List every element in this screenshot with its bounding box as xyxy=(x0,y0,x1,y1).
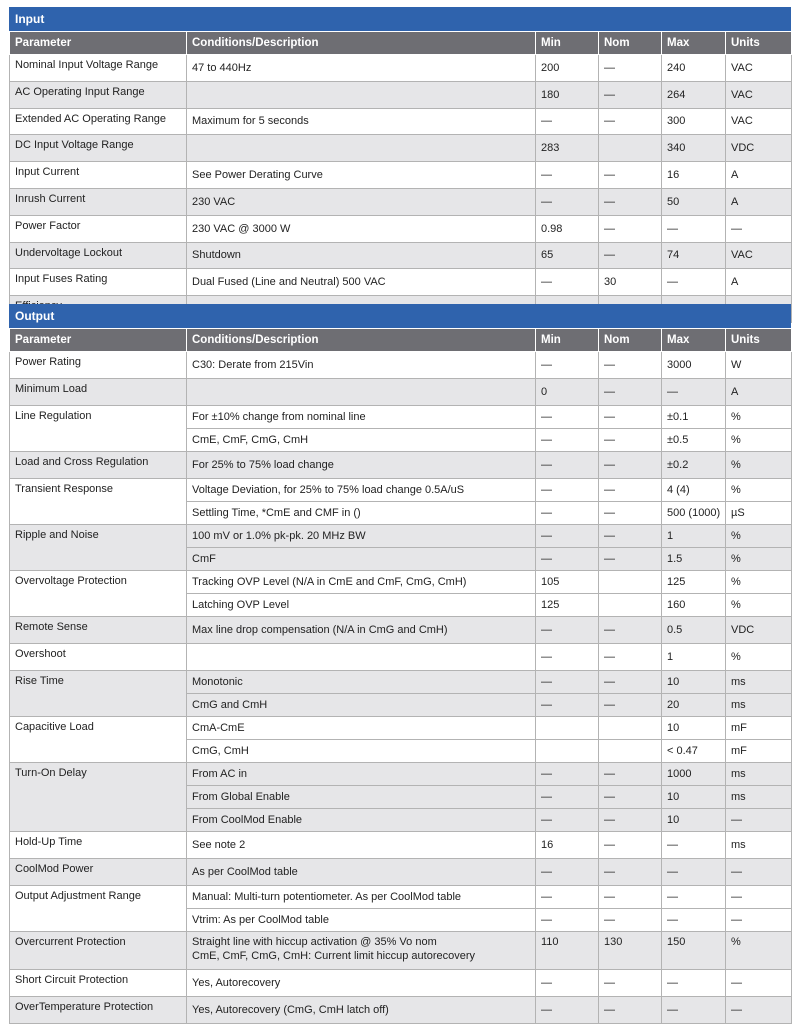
min-cell xyxy=(536,717,599,740)
min-cell: — xyxy=(536,162,599,189)
min-cell: — xyxy=(536,763,599,786)
min-cell: — xyxy=(536,909,599,932)
parameter-cell: Overvoltage Protection xyxy=(10,571,187,617)
min-cell: — xyxy=(536,859,599,886)
condition-line: Straight line with hiccup activation @ 35% Vo nom xyxy=(192,936,437,948)
condition-cell: 47 to 440Hz xyxy=(187,55,536,82)
nom-cell: 30 xyxy=(599,269,662,296)
max-cell: 4 (4) xyxy=(662,479,726,502)
max-cell: 10 xyxy=(662,717,726,740)
nom-cell xyxy=(599,740,662,763)
condition-cell xyxy=(187,81,536,108)
max-cell: 10 xyxy=(662,786,726,809)
table-row xyxy=(10,352,792,379)
min-cell: — xyxy=(536,617,599,644)
header-min: Min xyxy=(536,32,599,55)
condition-cell: Dual Fused (Line and Neutral) 500 VAC xyxy=(187,269,536,296)
table-row xyxy=(10,55,792,82)
min-cell: — xyxy=(536,352,599,379)
condition-cell: CmA-CmE xyxy=(187,717,536,740)
max-cell: 500 (1000) xyxy=(662,502,726,525)
parameter-cell: Output Adjustment Range xyxy=(10,886,187,932)
nom-cell: — xyxy=(599,671,662,694)
min-cell xyxy=(536,740,599,763)
condition-line: CmE, CmF, CmG, CmH: Current limit hiccup autorecovery xyxy=(192,950,475,962)
min-cell: — xyxy=(536,108,599,135)
nom-cell: — xyxy=(599,379,662,406)
condition-cell: Yes, Autorecovery (CmG, CmH latch off) xyxy=(187,997,536,1024)
condition-cell: 230 VAC @ 3000 W xyxy=(187,215,536,242)
max-cell: 1 xyxy=(662,644,726,671)
max-cell: 264 xyxy=(662,81,726,108)
parameter-cell: Short Circuit Protection xyxy=(10,970,187,997)
unit-cell: A xyxy=(726,162,792,189)
table-row xyxy=(10,108,792,135)
nom-cell: — xyxy=(599,352,662,379)
unit-cell: % xyxy=(726,571,792,594)
table-header-row xyxy=(10,329,792,352)
max-cell: 1000 xyxy=(662,763,726,786)
nom-cell: — xyxy=(599,55,662,82)
condition-cell: Maximum for 5 seconds xyxy=(187,108,536,135)
unit-cell: % xyxy=(726,479,792,502)
unit-cell: ms xyxy=(726,694,792,717)
input-section xyxy=(9,7,791,323)
nom-cell: — xyxy=(599,502,662,525)
unit-cell: — xyxy=(726,886,792,909)
max-cell: 1.5 xyxy=(662,548,726,571)
condition-cell: As per CoolMod table xyxy=(187,859,536,886)
max-cell: — xyxy=(662,859,726,886)
parameter-cell: Inrush Current xyxy=(10,188,187,215)
min-cell: — xyxy=(536,644,599,671)
header-nom: Nom xyxy=(599,329,662,352)
unit-cell: — xyxy=(726,809,792,832)
nom-cell: — xyxy=(599,108,662,135)
parameter-cell: Remote Sense xyxy=(10,617,187,644)
condition-cell: From AC in xyxy=(187,763,536,786)
unit-cell: % xyxy=(726,594,792,617)
nom-cell: — xyxy=(599,909,662,932)
table-row xyxy=(10,644,792,671)
max-cell: 3000 xyxy=(662,352,726,379)
unit-cell: % xyxy=(726,548,792,571)
table-row xyxy=(10,763,792,786)
table-row xyxy=(10,932,792,970)
max-cell: — xyxy=(662,379,726,406)
min-cell: — xyxy=(536,429,599,452)
min-cell: 110 xyxy=(536,932,599,970)
unit-cell: mF xyxy=(726,740,792,763)
unit-cell: ms xyxy=(726,832,792,859)
condition-cell: For 25% to 75% load change xyxy=(187,452,536,479)
unit-cell: VAC xyxy=(726,81,792,108)
nom-cell: — xyxy=(599,215,662,242)
nom-cell: — xyxy=(599,763,662,786)
max-cell: < 0.47 xyxy=(662,740,726,763)
max-cell: 125 xyxy=(662,571,726,594)
output-spec-table xyxy=(9,328,792,1024)
table-row xyxy=(10,215,792,242)
header-units: Units xyxy=(726,32,792,55)
max-cell: 150 xyxy=(662,932,726,970)
nom-cell xyxy=(599,717,662,740)
table-row xyxy=(10,886,792,909)
max-cell: ±0.5 xyxy=(662,429,726,452)
condition-cell: 230 VAC xyxy=(187,188,536,215)
unit-cell: % xyxy=(726,932,792,970)
min-cell: 283 xyxy=(536,135,599,162)
parameter-cell: Overcurrent Protection xyxy=(10,932,187,970)
nom-cell: — xyxy=(599,548,662,571)
unit-cell: ms xyxy=(726,763,792,786)
parameter-cell: Line Regulation xyxy=(10,406,187,452)
max-cell: 160 xyxy=(662,594,726,617)
nom-cell: — xyxy=(599,886,662,909)
min-cell: — xyxy=(536,502,599,525)
table-row xyxy=(10,571,792,594)
unit-cell: — xyxy=(726,859,792,886)
min-cell: 105 xyxy=(536,571,599,594)
header-units: Units xyxy=(726,329,792,352)
max-cell: — xyxy=(662,886,726,909)
table-header-row xyxy=(10,32,792,55)
parameter-cell: Overshoot xyxy=(10,644,187,671)
min-cell: — xyxy=(536,809,599,832)
condition-cell: C30: Derate from 215Vin xyxy=(187,352,536,379)
condition-cell: CmG, CmH xyxy=(187,740,536,763)
nom-cell: — xyxy=(599,694,662,717)
nom-cell: — xyxy=(599,859,662,886)
max-cell: 10 xyxy=(662,671,726,694)
parameter-cell: Minimum Load xyxy=(10,379,187,406)
parameter-cell: Power Factor xyxy=(10,215,187,242)
table-row xyxy=(10,832,792,859)
min-cell: 16 xyxy=(536,832,599,859)
condition-cell: CmF xyxy=(187,548,536,571)
min-cell: — xyxy=(536,970,599,997)
nom-cell: — xyxy=(599,970,662,997)
output-section-title: Output xyxy=(9,304,791,328)
max-cell: — xyxy=(662,997,726,1024)
unit-cell: ms xyxy=(726,786,792,809)
max-cell: 240 xyxy=(662,55,726,82)
max-cell: — xyxy=(662,909,726,932)
unit-cell: — xyxy=(726,215,792,242)
table-row xyxy=(10,242,792,269)
max-cell: — xyxy=(662,215,726,242)
parameter-cell: OverTemperature Protection xyxy=(10,997,187,1024)
condition-cell xyxy=(187,379,536,406)
unit-cell: W xyxy=(726,352,792,379)
parameter-cell: Undervoltage Lockout xyxy=(10,242,187,269)
nom-cell: — xyxy=(599,162,662,189)
input-section-title: Input xyxy=(9,7,791,31)
parameter-cell: Turn-On Delay xyxy=(10,763,187,832)
parameter-cell: AC Operating Input Range xyxy=(10,81,187,108)
min-cell: — xyxy=(536,548,599,571)
min-cell: — xyxy=(536,452,599,479)
nom-cell xyxy=(599,571,662,594)
condition-cell xyxy=(187,135,536,162)
min-cell: — xyxy=(536,694,599,717)
nom-cell xyxy=(599,594,662,617)
nom-cell: 130 xyxy=(599,932,662,970)
unit-cell: — xyxy=(726,909,792,932)
header-nom: Nom xyxy=(599,32,662,55)
header-conditions: Conditions/Description xyxy=(187,32,536,55)
unit-cell: % xyxy=(726,525,792,548)
table-row xyxy=(10,452,792,479)
min-cell: 0.98 xyxy=(536,215,599,242)
condition-cell: See note 2 xyxy=(187,832,536,859)
unit-cell: VAC xyxy=(726,55,792,82)
condition-cell: 100 mV or 1.0% pk-pk. 20 MHz BW xyxy=(187,525,536,548)
min-cell: 180 xyxy=(536,81,599,108)
header-max: Max xyxy=(662,32,726,55)
input-table-body xyxy=(10,55,792,323)
condition-cell: Voltage Deviation, for 25% to 75% load change 0.5A/uS xyxy=(187,479,536,502)
nom-cell: — xyxy=(599,525,662,548)
table-row xyxy=(10,717,792,740)
unit-cell: % xyxy=(726,452,792,479)
condition-cell: See Power Derating Curve xyxy=(187,162,536,189)
max-cell: 10 xyxy=(662,809,726,832)
unit-cell: ms xyxy=(726,671,792,694)
header-min: Min xyxy=(536,329,599,352)
unit-cell: % xyxy=(726,429,792,452)
table-row xyxy=(10,162,792,189)
condition-cell: Monotonic xyxy=(187,671,536,694)
parameter-cell: Capacitive Load xyxy=(10,717,187,763)
output-table-body xyxy=(10,352,792,1024)
unit-cell: VAC xyxy=(726,108,792,135)
nom-cell: — xyxy=(599,429,662,452)
min-cell: — xyxy=(536,786,599,809)
max-cell: — xyxy=(662,832,726,859)
parameter-cell: Input Fuses Rating xyxy=(10,269,187,296)
parameter-cell: Ripple and Noise xyxy=(10,525,187,571)
table-row xyxy=(10,525,792,548)
condition-cell: Yes, Autorecovery xyxy=(187,970,536,997)
table-row xyxy=(10,269,792,296)
condition-cell: CmE, CmF, CmG, CmH xyxy=(187,429,536,452)
unit-cell: mF xyxy=(726,717,792,740)
parameter-cell: CoolMod Power xyxy=(10,859,187,886)
output-section xyxy=(9,304,791,1024)
parameter-cell: Nominal Input Voltage Range xyxy=(10,55,187,82)
condition-cell xyxy=(187,932,536,970)
max-cell: — xyxy=(662,970,726,997)
nom-cell: — xyxy=(599,479,662,502)
input-spec-table xyxy=(9,31,792,323)
min-cell: — xyxy=(536,479,599,502)
min-cell: — xyxy=(536,525,599,548)
nom-cell: — xyxy=(599,406,662,429)
parameter-cell: Hold-Up Time xyxy=(10,832,187,859)
unit-cell: % xyxy=(726,406,792,429)
unit-cell: — xyxy=(726,970,792,997)
table-row xyxy=(10,81,792,108)
condition-cell: Manual: Multi-turn potentiometer. As per CoolMod table xyxy=(187,886,536,909)
parameter-cell: Load and Cross Regulation xyxy=(10,452,187,479)
max-cell: 0.5 xyxy=(662,617,726,644)
table-row xyxy=(10,379,792,406)
unit-cell: VDC xyxy=(726,617,792,644)
parameter-cell: Transient Response xyxy=(10,479,187,525)
nom-cell: — xyxy=(599,188,662,215)
max-cell: 340 xyxy=(662,135,726,162)
table-row xyxy=(10,617,792,644)
nom-cell: — xyxy=(599,786,662,809)
max-cell: ±0.2 xyxy=(662,452,726,479)
nom-cell: — xyxy=(599,617,662,644)
nom-cell xyxy=(599,135,662,162)
condition-cell: Max line drop compensation (N/A in CmG and CmH) xyxy=(187,617,536,644)
min-cell: 125 xyxy=(536,594,599,617)
condition-cell xyxy=(187,644,536,671)
table-row xyxy=(10,135,792,162)
max-cell: — xyxy=(662,269,726,296)
nom-cell: — xyxy=(599,644,662,671)
min-cell: 200 xyxy=(536,55,599,82)
table-row xyxy=(10,479,792,502)
condition-cell: From Global Enable xyxy=(187,786,536,809)
nom-cell: — xyxy=(599,809,662,832)
unit-cell: µS xyxy=(726,502,792,525)
min-cell: — xyxy=(536,997,599,1024)
header-max: Max xyxy=(662,329,726,352)
table-row xyxy=(10,997,792,1024)
parameter-cell: Input Current xyxy=(10,162,187,189)
unit-cell: VAC xyxy=(726,242,792,269)
nom-cell: — xyxy=(599,242,662,269)
header-conditions: Conditions/Description xyxy=(187,329,536,352)
unit-cell: A xyxy=(726,379,792,406)
max-cell: ±0.1 xyxy=(662,406,726,429)
unit-cell: A xyxy=(726,269,792,296)
min-cell: — xyxy=(536,406,599,429)
condition-cell: Vtrim: As per CoolMod table xyxy=(187,909,536,932)
parameter-cell: Extended AC Operating Range xyxy=(10,108,187,135)
header-parameter: Parameter xyxy=(10,32,187,55)
min-cell: — xyxy=(536,886,599,909)
table-row xyxy=(10,671,792,694)
nom-cell: — xyxy=(599,832,662,859)
table-row xyxy=(10,859,792,886)
parameter-cell: Rise Time xyxy=(10,671,187,717)
max-cell: 16 xyxy=(662,162,726,189)
min-cell: — xyxy=(536,671,599,694)
header-parameter: Parameter xyxy=(10,329,187,352)
max-cell: 74 xyxy=(662,242,726,269)
condition-cell: Shutdown xyxy=(187,242,536,269)
unit-cell: % xyxy=(726,644,792,671)
unit-cell: A xyxy=(726,188,792,215)
table-row xyxy=(10,188,792,215)
table-row xyxy=(10,970,792,997)
min-cell: — xyxy=(536,188,599,215)
max-cell: 300 xyxy=(662,108,726,135)
condition-cell: CmG and CmH xyxy=(187,694,536,717)
max-cell: 50 xyxy=(662,188,726,215)
condition-cell: From CoolMod Enable xyxy=(187,809,536,832)
table-row xyxy=(10,406,792,429)
condition-cell: Tracking OVP Level (N/A in CmE and CmF, CmG, CmH) xyxy=(187,571,536,594)
min-cell: 65 xyxy=(536,242,599,269)
nom-cell: — xyxy=(599,81,662,108)
nom-cell: — xyxy=(599,452,662,479)
min-cell: 0 xyxy=(536,379,599,406)
condition-cell: For ±10% change from nominal line xyxy=(187,406,536,429)
condition-cell: Settling Time, *CmE and CMF in () xyxy=(187,502,536,525)
parameter-cell: DC Input Voltage Range xyxy=(10,135,187,162)
unit-cell: — xyxy=(726,997,792,1024)
max-cell: 20 xyxy=(662,694,726,717)
nom-cell: — xyxy=(599,997,662,1024)
condition-cell: Latching OVP Level xyxy=(187,594,536,617)
max-cell: 1 xyxy=(662,525,726,548)
min-cell: — xyxy=(536,269,599,296)
parameter-cell: Power Rating xyxy=(10,352,187,379)
unit-cell: VDC xyxy=(726,135,792,162)
